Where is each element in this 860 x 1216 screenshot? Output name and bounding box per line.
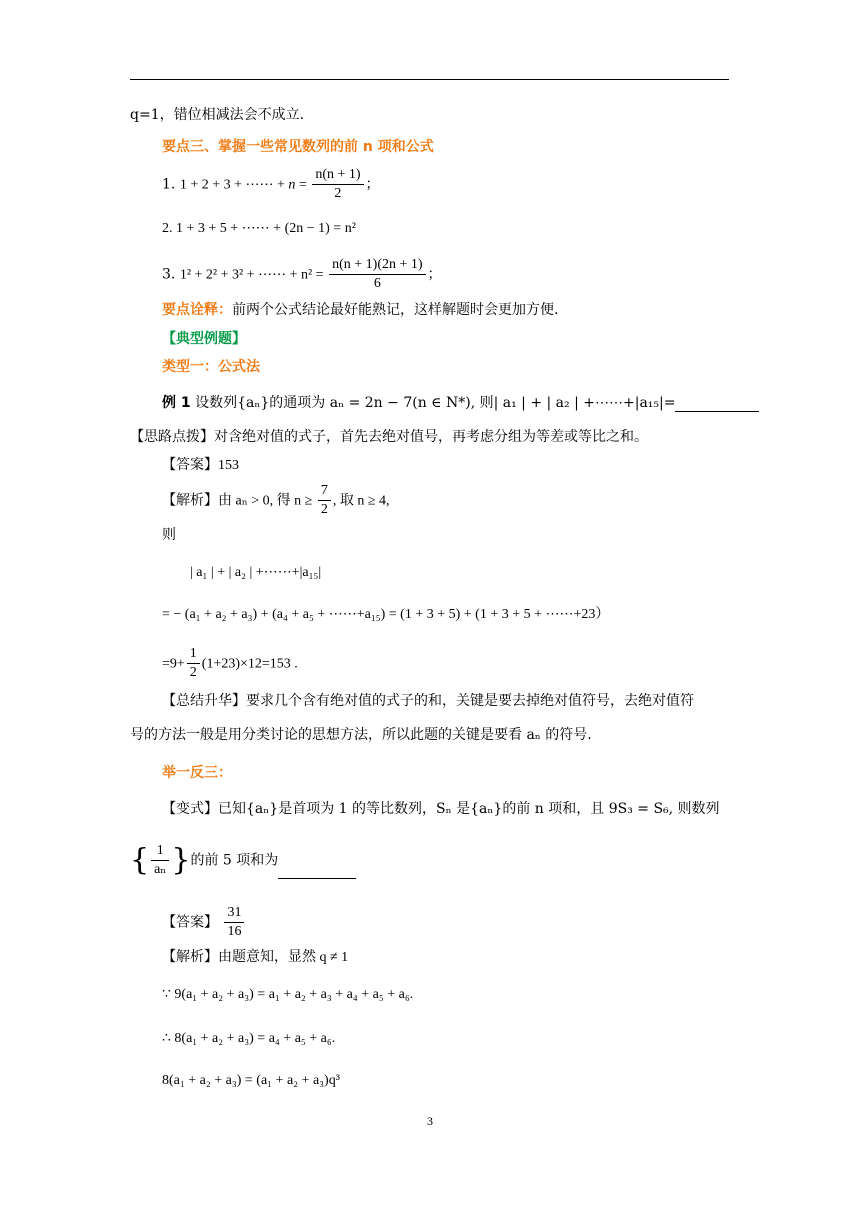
fraction-numerator: n(n + 1) <box>312 166 363 185</box>
type-heading: 类型一：公式法 <box>162 359 260 375</box>
example-text: 设数列{aₙ}的通项为 aₙ = 2n − 7(n ∈ N*), 则| a₁ | + | a₂ | +⋯⋯+|a₁₅|= <box>195 395 676 411</box>
fraction <box>312 166 363 203</box>
hint-label: 【思路点拨】 <box>130 429 214 445</box>
solution-text: , 取 n ≥ 4, <box>332 493 390 509</box>
answer-2 <box>162 904 246 941</box>
typical-examples-heading: 【典型例题】 <box>162 331 246 347</box>
result-text: (1+23)×12=153 . <box>201 656 298 672</box>
key-note-label: 要点诠释： <box>162 302 232 318</box>
variant <box>162 800 720 818</box>
text-line: q=1，错位相减法会不成立. <box>130 107 305 123</box>
fraction <box>187 645 200 682</box>
summary-text: 要求几个含有绝对值的式子的和，关键是要去掉绝对值符号，去绝对值符 <box>246 693 694 709</box>
fraction-denominator: 16 <box>227 924 242 939</box>
key-note-text: 前两个公式结论最好能熟记，这样解题时会更加方便. <box>232 302 559 318</box>
answer-blank <box>278 864 356 879</box>
hint-text: 对含绝对值的式子，首先去绝对值号，再考虑分组为等差或等比之和。 <box>214 429 648 445</box>
solution-2 <box>162 948 348 967</box>
formula-lhs: 1 + 2 + 3 + ⋯⋯ + <box>179 177 289 193</box>
fraction-denominator: 2 <box>334 186 342 201</box>
variant-text: 的前 5 项和为 <box>190 852 279 869</box>
answer-label: 【答案】 <box>162 457 218 473</box>
result-line <box>162 645 298 682</box>
example-label: 例 1 <box>162 395 191 411</box>
fraction <box>151 842 169 879</box>
answer-1 <box>162 456 239 475</box>
fraction <box>318 482 331 519</box>
punct: ； <box>365 176 380 193</box>
summary-line-2: 号的方法一般是用分类讨论的思想方法，所以此题的关键是要看 aₙ 的符号. <box>130 727 592 743</box>
punct: ； <box>427 266 442 283</box>
fraction-denominator: aₙ <box>154 862 167 877</box>
formula-eq: = <box>295 177 311 193</box>
variant-label: 【变式】 <box>162 801 218 817</box>
fraction <box>224 904 244 941</box>
fraction-numerator: 7 <box>318 482 331 501</box>
header-rule <box>130 79 729 80</box>
fraction-denominator: 2 <box>189 665 197 680</box>
fraction-numerator: 31 <box>224 904 244 923</box>
example-1 <box>162 394 759 412</box>
solution-1 <box>162 482 390 519</box>
summary-line-1 <box>162 692 694 710</box>
answer-label: 【答案】 <box>162 914 218 931</box>
formula-lhs: 1² + 2² + 3² + ⋯⋯ + n² = <box>179 267 328 283</box>
because-line: ∵ 9(a₁ + a₂ + a₃) = a₁ + a₂ + a₃ + a₄ + a₅ + a₆. <box>162 987 414 1002</box>
formula-number: 3. <box>162 266 176 283</box>
formula-number: 2. <box>162 221 173 236</box>
formula-2 <box>162 220 356 238</box>
fraction <box>329 256 425 293</box>
left-brace: { <box>130 842 150 878</box>
answer-blank <box>675 397 759 412</box>
fraction-denominator: 2 <box>320 502 328 517</box>
solution-text: 由题意知，显然 q ≠ 1 <box>218 950 349 965</box>
variant-cont <box>130 842 356 879</box>
last-equation: 8(a₁ + a₂ + a₃) = (a₁ + a₂ + a₃)q³ <box>162 1073 340 1088</box>
result-text: =9+ <box>162 656 185 672</box>
fraction-numerator: n(n + 1)(2n + 1) <box>329 256 425 275</box>
formula-1 <box>162 166 380 203</box>
equation-line: = − (a₁ + a₂ + a₃) + (a₄ + a₅ + ⋯⋯+a₁₅) = (1 + 3 + 5) + (1 + 3 + 5 + ⋯⋯+23） <box>162 607 610 622</box>
right-brace: } <box>171 842 191 878</box>
answer-value: 153 <box>218 458 239 473</box>
abs-sum: | a₁ | + | a₂ | +⋯⋯+|a₁₅| <box>190 565 322 580</box>
formula-3 <box>162 256 442 293</box>
therefore-line: ∴ 8(a₁ + a₂ + a₃) = a₄ + a₅ + a₆. <box>162 1031 336 1046</box>
formula-var: n <box>288 177 296 193</box>
formula-text: 1 + 3 + 5 + ⋯⋯ + (2n − 1) = n² <box>176 221 356 236</box>
practice-heading: 举一反三： <box>162 765 232 781</box>
summary-label: 【总结升华】 <box>162 693 246 709</box>
solution-text: 由 aₙ > 0, 得 n ≥ <box>218 493 316 509</box>
fraction-denominator: 6 <box>373 276 381 291</box>
page-number: 3 <box>427 1114 433 1128</box>
section-heading: 要点三、掌握一些常见数列的前 n 项和公式 <box>162 139 434 155</box>
hint <box>130 428 648 446</box>
solution-label: 【解析】 <box>162 492 218 509</box>
variant-text: 已知{aₙ}是首项为 1 的等比数列，Sₙ 是{aₙ}的前 n 项和，且 9S₃ = S₆, 则数列 <box>218 801 720 817</box>
fraction-numerator: 1 <box>151 842 169 861</box>
solution-label: 【解析】 <box>162 949 218 965</box>
key-note <box>162 301 558 319</box>
formula-number: 1. <box>162 176 176 193</box>
then-word: 则 <box>162 527 176 543</box>
fraction-numerator: 1 <box>187 645 200 664</box>
